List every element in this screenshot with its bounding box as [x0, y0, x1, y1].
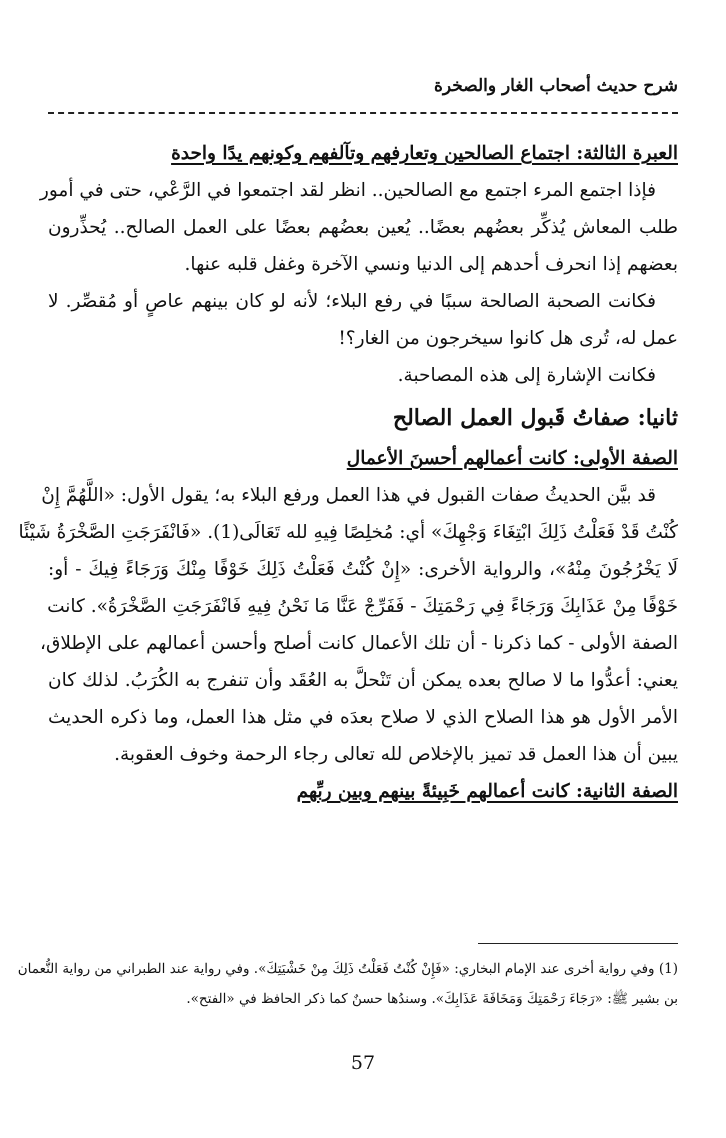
- text-line: الأمر الأول هو هذا الصلاح الذي لا صلاح بعدَه في مثل هذا العمل، وما ذكره الحديث: [48, 707, 678, 728]
- heading-label: الصفة الأولى: كانت أعمالهم أحسنَ الأعمال: [346, 448, 678, 469]
- section-heading-third-lesson: [48, 136, 678, 173]
- page-number: 57: [350, 1052, 376, 1074]
- running-header-title: شرح حديث أصحاب الغار والصخرة: [433, 76, 678, 96]
- footnotes: [17, 954, 678, 1014]
- text-line: عمل له، تُرى هل كانوا سيخرجون من الغار؟!: [338, 328, 678, 349]
- heading-label: الصفة الثانية: كانت أعمالهم خَبِيئةً بينهم وبين ربِّهم: [296, 781, 678, 802]
- heading-label: العبرة الثالثة: اجتماع الصالحين وتعارفهم وتآلفهم وكونهم يدًا واحدة: [171, 143, 678, 164]
- section-heading-second-part: ثانيا: صفاتُ قَبول العمل الصالح: [392, 405, 678, 431]
- text-line: فكانت الإشارة إلى هذه المصاحبة.: [397, 365, 656, 386]
- text-line: يبين أن هذا العمل قد تميز بالإخلاص لله تعالى رجاء الرحمة وخوف العقوبة.: [114, 744, 678, 765]
- text-line: بعضهم إذا انحرف أحدهم إلى الدنيا ونسي الآخرة وغفل قلبه عنها.: [184, 254, 678, 275]
- text-line: خَوْفًا مِنْ عَذَابِكَ وَرَجَاءً فِي رَحْمَتِكَ - فَفَرِّجْ عَنَّا مَا نَحْنُ فِيهِ فَانْفَرَجَتِ الصَّخْرَةُ». كانت: [47, 596, 678, 617]
- text-line: الصفة الأولى - كما ذكرنا - أن تلك الأعمال كانت أصلح وأحسن أعمالهم على الإطلاق،: [40, 633, 678, 654]
- header-divider: [48, 112, 678, 114]
- main-text: [18, 136, 678, 811]
- section-heading-second-trait: [48, 774, 678, 811]
- footnote-line: (1) وفي رواية أخرى عند الإمام البخاري: «فَإِنْ كُنْتُ فَعَلْتُ ذَلِكَ مِنْ خَشْيَتِكَ». وفي رواية عند الطبراني من رواية النُّعمان: [17, 961, 678, 977]
- text-line: لَا يَخْرُجُونَ مِنْهُ»، والرواية الأخرى: «إِنْ كُنْتُ فَعَلْتُ ذَلِكَ خَوْفًا مِنْكَ وَرَجَاءً فِيكَ - أو:: [48, 559, 678, 580]
- section-heading-first-trait: [48, 441, 678, 478]
- text-line: يعني: أعدُّوا ما لا صالح بعده يمكن أن تَنْحلَّ به العُقَد وأن تنفرج به الكُرَبُ. لذلك كان: [48, 670, 678, 691]
- footnote-divider: [478, 943, 678, 944]
- text-line: كُنْتُ قَدْ فَعَلْتُ ذَلِكَ ابْتِغَاءَ وَجْهِكَ» أي: مُخلِصًا فِيهِ لله تَعَالَى(1). «فَانْفَرَجَتِ الصَّخْرَةُ شَيْئًا: [18, 522, 678, 543]
- text-line: طلب المعاش يُذكِّر بعضُهم بعضًا.. يُعين بعضُهم بعضًا على العمل الصالح.. يُحذِّرون: [48, 217, 678, 238]
- text-line: فإذا اجتمع المرء اجتمع مع الصالحين.. انظر لقد اجتمعوا في الرَّعْي، حتى في أمور: [39, 180, 656, 201]
- text-line: قد بيَّن الحديثُ صفات القبول في هذا العمل ورفع البلاء به؛ يقول الأول: «اللَّهُمَّ إِنْ: [41, 485, 656, 506]
- footnote-line: بن بشير ﷺ: «رَجَاءَ رَحْمَتِكَ وَمَخَافَةَ عَذَابِكَ». وسندُها حسنٌ كما ذكر الحافظ في «الفتح».: [186, 991, 678, 1007]
- text-line: فكانت الصحبة الصالحة سببًا في رفع البلاء؛ لأنه لو كان بينهم عاصٍ أو مُقصِّر. لا: [48, 291, 656, 312]
